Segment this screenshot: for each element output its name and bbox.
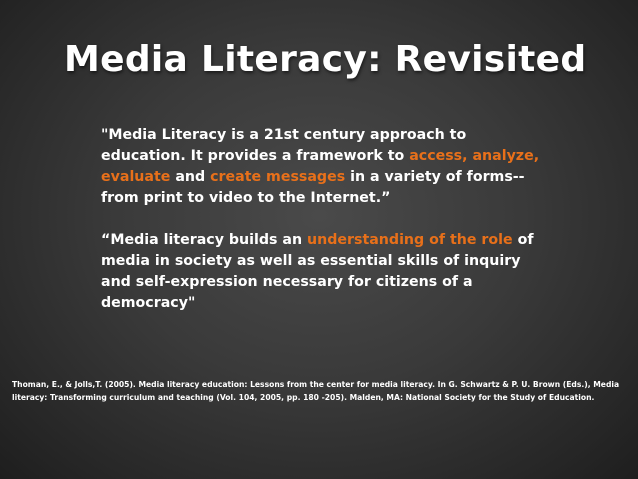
quote-2-highlight: understanding of the role [307, 232, 513, 248]
quote-1-highlight-b: create messages [210, 169, 346, 185]
citation-reference: Thoman, E., & Jolls,T. (2005). Media literacy education: Lessons from the center for media literacy. In G. Schwartz & P. U. Brown (Eds.), Media literacy: Transforming curriculum and teaching (Vol. 104, 2005, pp. 180 -205). Malden, MA: National Society for the Study of Education. [12, 380, 620, 402]
quote-1-text-b: and [170, 169, 211, 185]
quote-1-text-a: "Media Literacy is a 21st century approach to education. It provides a framework to [101, 127, 467, 164]
quote-1-text-c: in a variety of forms--from print to video to the Internet.” [101, 169, 525, 206]
quote-2-text-b: of media in society as well as essential skills of inquiry and self-expression necessary for citizens of a democracy" [101, 232, 534, 311]
slide-title: Media Literacy: Revisited [64, 39, 587, 80]
quote-1-highlight-a: access, analyze, evaluate [101, 148, 540, 185]
quote-2-text-a: “Media literacy builds an [101, 232, 308, 248]
quote-paragraph-2 [101, 230, 541, 314]
quote-paragraph-1 [101, 125, 541, 209]
